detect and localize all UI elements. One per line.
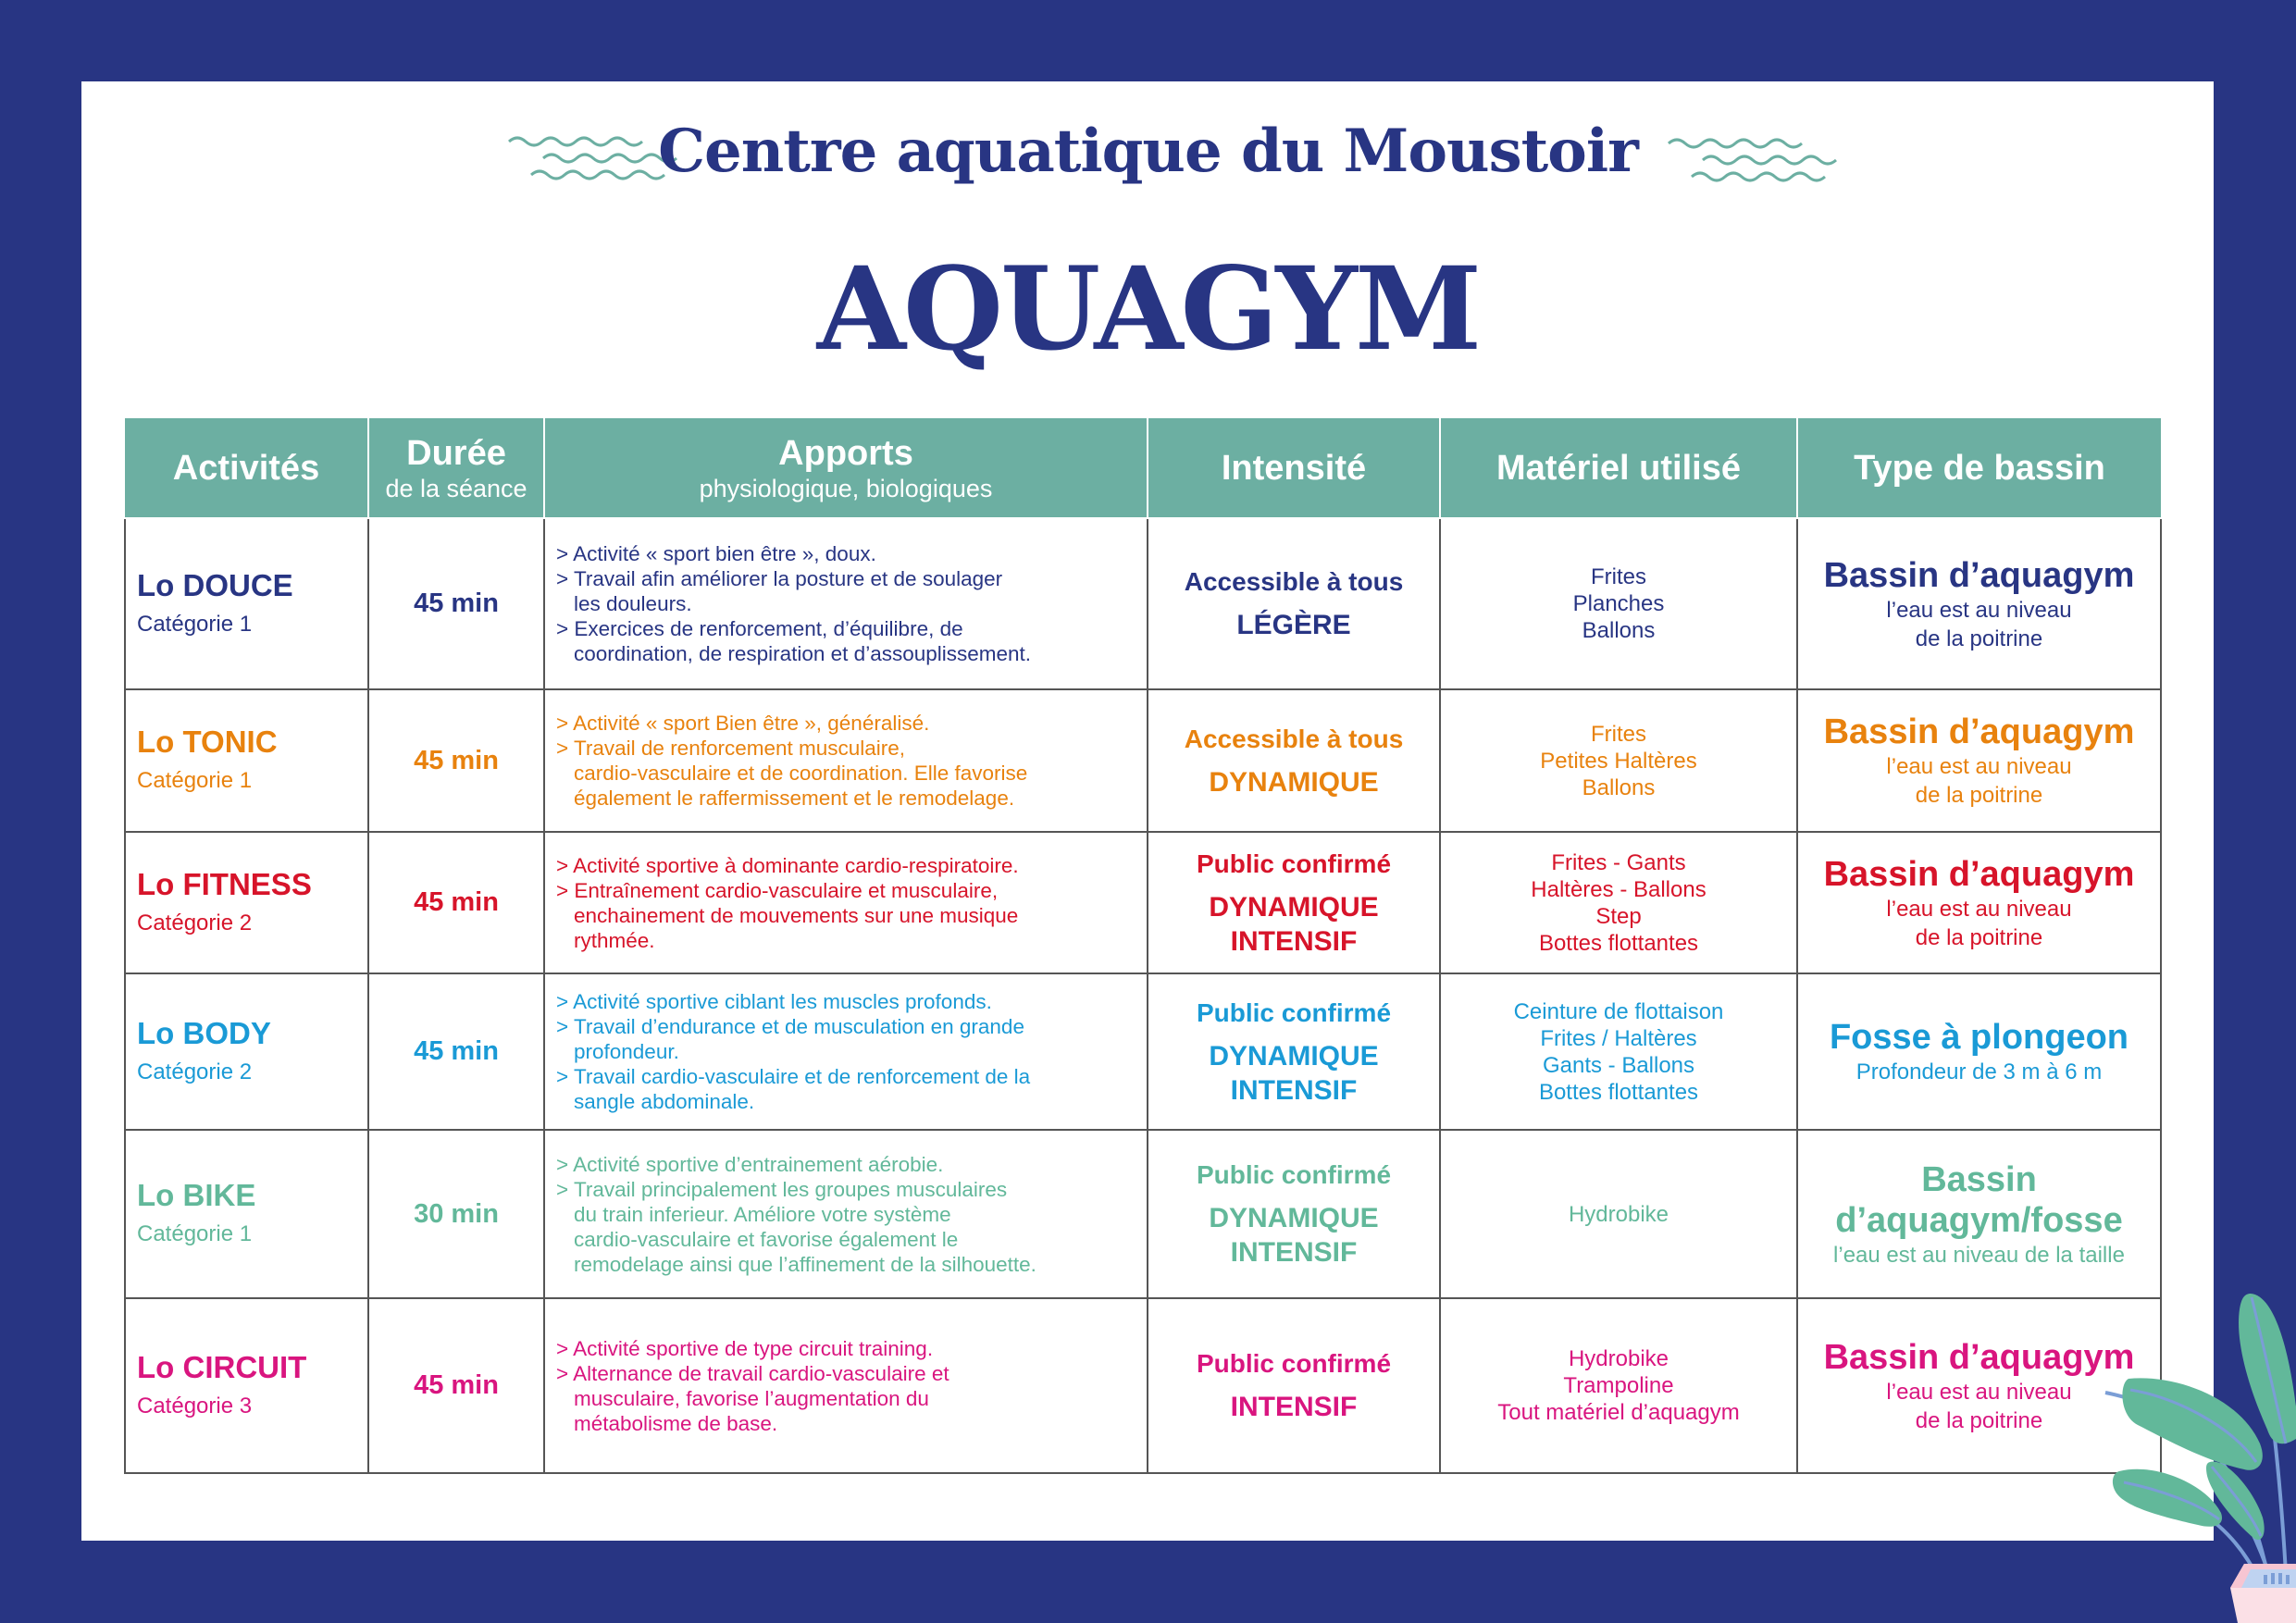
pool-description: l’eau est au niveau <box>1886 896 2072 922</box>
audience-label: Accessible à tous <box>1184 567 1404 596</box>
apport-line: > Travail afin améliorer la posture et de soulager <box>556 567 1003 590</box>
equipment-cell <box>1440 518 1797 689</box>
intensity-cell <box>1148 1130 1440 1298</box>
intensity-cell <box>1148 832 1440 973</box>
equipment-item: Bottes flottantes <box>1538 930 1699 956</box>
activity-category: Catégorie 2 <box>137 1059 253 1084</box>
pool-description: de la poitrine <box>1915 783 2043 808</box>
equipment-item: Hydrobike <box>1568 1201 1669 1227</box>
column-header-label: Matériel utilisé <box>1496 448 1741 488</box>
apport-line: sangle abdominale. <box>574 1090 755 1113</box>
equipment-item: Tout matériel d’aquagym <box>1497 1400 1740 1425</box>
pool-cell <box>1797 518 2161 689</box>
audience-label: Public confirmé <box>1196 1160 1392 1189</box>
benefits-cell <box>544 832 1148 973</box>
intensity-cell <box>1148 1298 1440 1473</box>
activity-name: Lo CIRCUIT <box>137 1349 307 1384</box>
equipment-item: Planches <box>1572 591 1665 616</box>
activity-cell <box>125 832 368 973</box>
equipment-cell <box>1440 689 1797 832</box>
pool-description: l’eau est au niveau <box>1886 1379 2072 1405</box>
activity-category: Catégorie 3 <box>137 1393 253 1419</box>
apport-line: du train inferieur. Améliore votre système <box>574 1202 951 1226</box>
intensity-level: DYNAMIQUE <box>1209 1040 1379 1072</box>
equipment-cell <box>1440 832 1797 973</box>
apport-line: coordination, de respiration et d’assouplissement. <box>574 642 1032 665</box>
page-subtitle: Centre aquatique du Moustoir <box>658 117 1638 186</box>
benefits-cell <box>544 1130 1148 1298</box>
table-row <box>125 689 2161 832</box>
equipment-item: Trampoline <box>1563 1373 1674 1398</box>
audience-label: Public confirmé <box>1196 1349 1392 1378</box>
apport-line: remodelage ainsi que l’affinement de la silhouette. <box>574 1252 1036 1276</box>
pool-description: de la poitrine <box>1915 1407 2043 1433</box>
equipment-item: Haltères - Ballons <box>1531 876 1706 902</box>
pool-cell <box>1797 689 2161 832</box>
page-title: AQUAGYM <box>816 242 1480 377</box>
intensity-cell <box>1148 518 1440 689</box>
apport-line: également le raffermissement et le remodelage. <box>574 787 1015 810</box>
apport-line: profondeur. <box>574 1040 679 1063</box>
intensity-level: INTENSIF <box>1230 1392 1358 1422</box>
apport-line: > Activité sportive ciblant les muscles profonds. <box>556 990 992 1013</box>
apport-line: > Activité « sport bien être », doux. <box>556 542 876 565</box>
apport-line: enchainement de mouvements sur une musique <box>574 903 1019 927</box>
apport-line: > Entraînement cardio-vasculaire et musculaire, <box>556 878 999 902</box>
pool-cell <box>1797 832 2161 973</box>
activity-name: Lo BODY <box>137 1015 271 1050</box>
equipment-item: Bottes flottantes <box>1538 1079 1699 1105</box>
pool-description: l’eau est au niveau <box>1886 597 2072 623</box>
audience-label: Accessible à tous <box>1184 724 1404 753</box>
apport-line: > Activité sportive d’entrainement aérobie. <box>556 1152 944 1176</box>
benefits-cell <box>544 1298 1148 1473</box>
equipment-item: Frites <box>1591 564 1646 589</box>
intensity-level: LÉGÈRE <box>1236 610 1351 640</box>
apport-line: > Travail de renforcement musculaire, <box>556 737 906 760</box>
activity-cell <box>125 1130 368 1298</box>
apport-line: > Alternance de travail cardio-vasculaire et <box>556 1361 949 1385</box>
intensity-level: DYNAMIQUE <box>1209 891 1379 923</box>
column-header-materiel <box>1440 418 1797 518</box>
activity-cell <box>125 973 368 1130</box>
waves-right-icon <box>1665 135 1841 185</box>
activity-cell <box>125 689 368 832</box>
apport-line: > Exercices de renforcement, d’équilibre, de <box>556 617 963 640</box>
column-header-duree <box>368 418 544 518</box>
pool-cell <box>1797 973 2161 1130</box>
pool-type: d’aquagym/fosse <box>1835 1200 2123 1240</box>
equipment-item: Frites <box>1591 721 1646 747</box>
equipment-item: Frites - Gants <box>1551 849 1686 875</box>
plant-illustration <box>2091 1277 2296 1623</box>
pool-cell <box>1797 1130 2161 1298</box>
equipment-item: Step <box>1595 903 1642 929</box>
pool-description: de la poitrine <box>1915 626 2043 651</box>
activity-name: Lo TONIC <box>137 725 278 759</box>
benefits-cell <box>544 518 1148 689</box>
duration-value: 45 min <box>414 1370 499 1400</box>
pool-description: l’eau est au niveau <box>1886 754 2072 779</box>
apport-line: cardio-vasculaire et de coordination. Elle favorise <box>574 762 1028 785</box>
table-row <box>125 973 2161 1130</box>
apport-line: > Travail d’endurance et de musculation en grande <box>556 1015 1024 1038</box>
equipment-cell <box>1440 1298 1797 1473</box>
duration-cell <box>368 1130 544 1298</box>
pool-type: Bassin <box>1921 1159 2037 1199</box>
pool-type: Bassin d’aquagym <box>1823 555 2135 595</box>
audience-label: Public confirmé <box>1196 849 1392 878</box>
duration-cell <box>368 689 544 832</box>
equipment-item: Petites Haltères <box>1540 748 1697 774</box>
column-header-bassin <box>1797 418 2161 518</box>
table-row <box>125 1130 2161 1298</box>
pool-description: Profondeur de 3 m à 6 m <box>1855 1059 2103 1084</box>
equipment-item: Ballons <box>1582 618 1656 643</box>
intensity-level: INTENSIF <box>1230 925 1358 957</box>
duration-cell <box>368 832 544 973</box>
column-header-label: Intensité <box>1221 448 1367 488</box>
benefits-cell <box>544 973 1148 1130</box>
column-header-intensite <box>1148 418 1440 518</box>
table-header-row <box>125 418 2161 518</box>
column-header-apports <box>544 418 1148 518</box>
column-header-label: Activités <box>172 448 320 488</box>
duration-value: 30 min <box>414 1198 499 1229</box>
activity-cell <box>125 518 368 689</box>
pool-type: Fosse à plongeon <box>1829 1018 2129 1057</box>
activity-name: Lo DOUCE <box>137 567 293 602</box>
apport-line: musculaire, favorise l’augmentation du <box>574 1386 929 1410</box>
apport-line: métabolisme de base. <box>574 1411 778 1435</box>
benefits-cell <box>544 689 1148 832</box>
apport-line: > Activité sportive à dominante cardio-respiratoire. <box>556 853 1019 877</box>
apport-line: rythmée. <box>574 928 655 952</box>
duration-cell <box>368 518 544 689</box>
table-row <box>125 832 2161 973</box>
duration-value: 45 min <box>414 745 499 775</box>
duration-cell <box>368 973 544 1130</box>
activity-category: Catégorie 1 <box>137 1221 253 1246</box>
activity-category: Catégorie 1 <box>137 611 253 637</box>
equipment-item: Ballons <box>1582 774 1656 800</box>
intensity-level: INTENSIF <box>1230 1074 1358 1106</box>
equipment-item: Hydrobike <box>1568 1346 1669 1371</box>
activities-table <box>124 418 2162 1474</box>
intensity-cell <box>1148 973 1440 1130</box>
activity-cell <box>125 1298 368 1473</box>
apport-line: > Activité « sport Bien être », généralisé. <box>556 712 930 735</box>
intensity-level: DYNAMIQUE <box>1209 766 1379 798</box>
table-row <box>125 1298 2161 1473</box>
table-row <box>125 518 2161 689</box>
column-header-label: Type de bassin <box>1854 448 2105 488</box>
column-header-label: Apports <box>778 433 913 473</box>
column-header-sublabel: de la séance <box>385 474 527 502</box>
duration-value: 45 min <box>414 588 499 618</box>
apport-line: > Travail principalement les groupes musculaires <box>556 1177 1008 1201</box>
pool-type: Bassin d’aquagym <box>1823 854 2135 894</box>
intensity-level: INTENSIF <box>1230 1237 1358 1268</box>
apport-line: > Activité sportive de type circuit training. <box>556 1336 934 1360</box>
column-header-label: Durée <box>406 433 506 473</box>
apport-line: > Travail cardio-vasculaire et de renforcement de la <box>556 1065 1031 1088</box>
equipment-cell <box>1440 1130 1797 1298</box>
apport-line: les douleurs. <box>574 592 692 615</box>
apport-line: cardio-vasculaire et favorise également le <box>574 1227 959 1251</box>
duration-value: 45 min <box>414 1036 499 1066</box>
column-header-activites <box>125 418 368 518</box>
duration-cell <box>368 1298 544 1473</box>
activity-category: Catégorie 2 <box>137 910 253 935</box>
pool-description: l’eau est au niveau de la taille <box>1833 1242 2125 1268</box>
column-header-sublabel: physiologique, biologiques <box>699 474 993 502</box>
intensity-level: DYNAMIQUE <box>1209 1203 1379 1233</box>
duration-value: 45 min <box>414 887 499 917</box>
intensity-cell <box>1148 689 1440 832</box>
activity-category: Catégorie 1 <box>137 768 253 793</box>
activity-name: Lo FITNESS <box>137 866 312 901</box>
equipment-cell <box>1440 973 1797 1130</box>
equipment-item: Frites / Haltères <box>1540 1025 1697 1051</box>
pool-type: Bassin d’aquagym <box>1823 1337 2135 1377</box>
equipment-item: Ceinture de flottaison <box>1513 998 1724 1024</box>
equipment-item: Gants - Ballons <box>1542 1052 1695 1078</box>
activity-name: Lo BIKE <box>137 1178 256 1212</box>
audience-label: Public confirmé <box>1196 997 1392 1027</box>
pool-type: Bassin d’aquagym <box>1823 712 2135 751</box>
pool-description: de la poitrine <box>1915 924 2043 950</box>
